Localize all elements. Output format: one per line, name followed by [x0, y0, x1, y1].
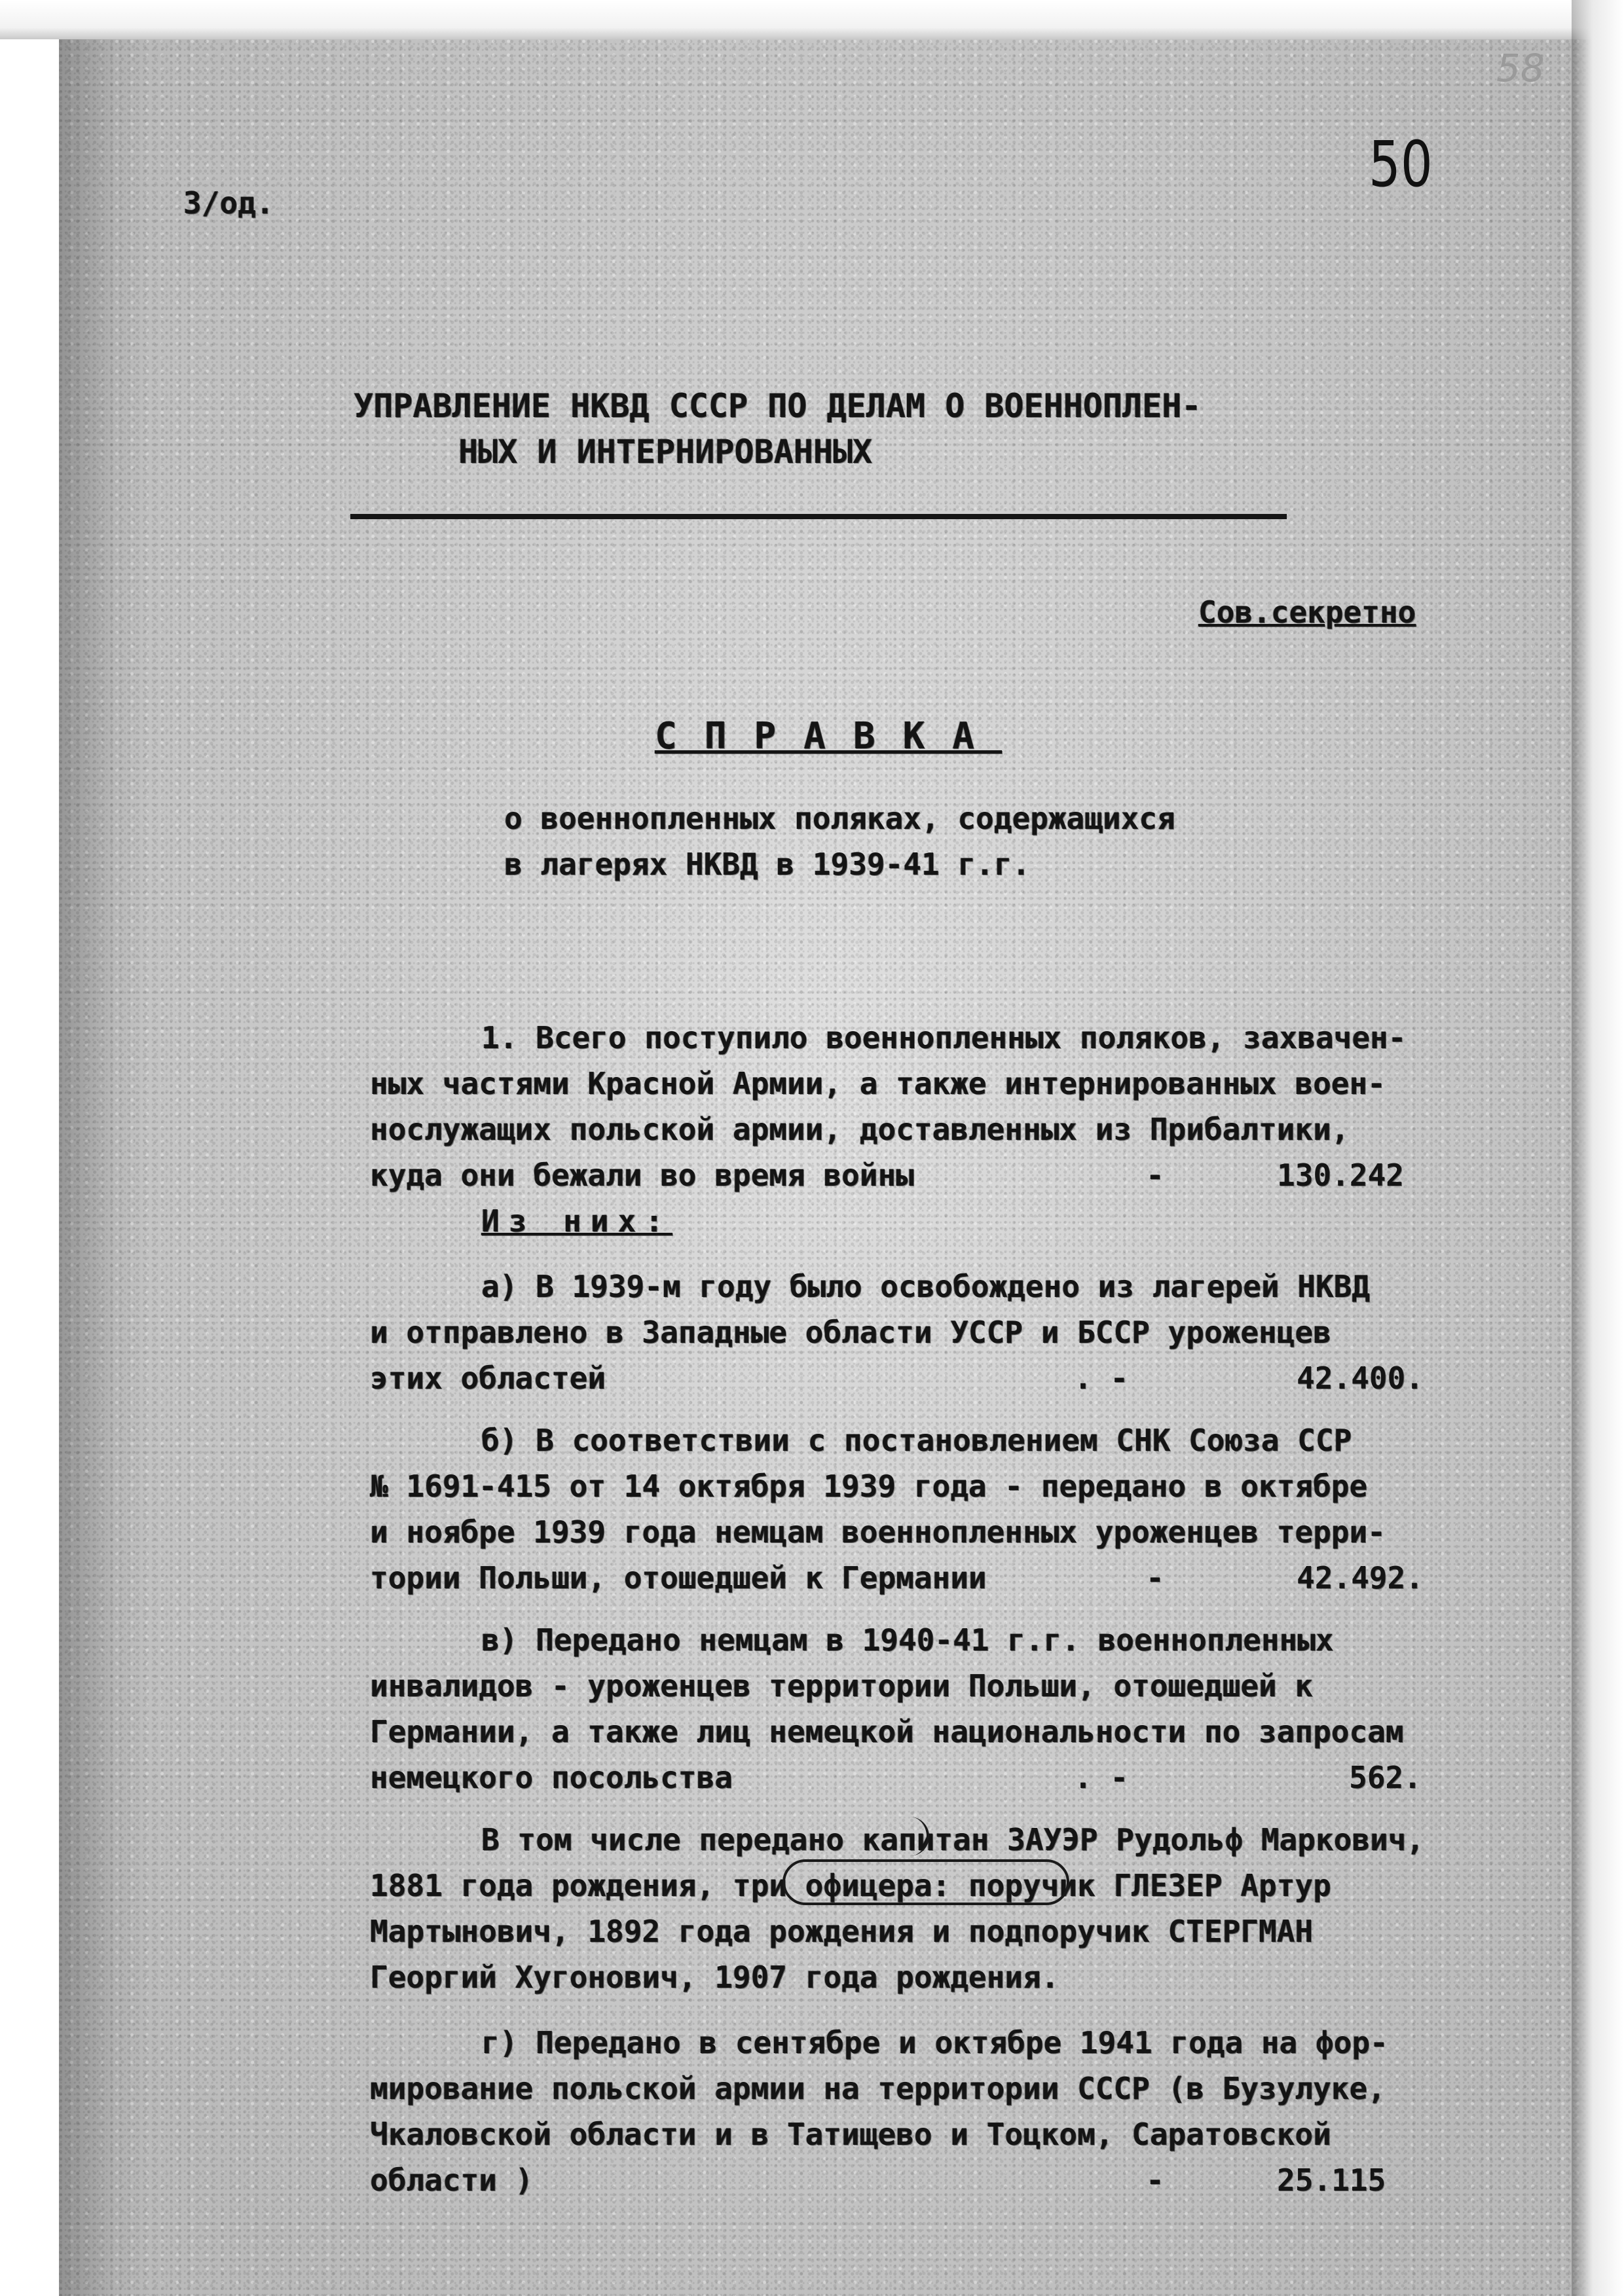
item-a-dash: . -	[1074, 1360, 1129, 1396]
item-v-dash: . -	[1074, 1760, 1129, 1795]
total-received-value: 130.242	[1277, 1157, 1404, 1193]
reference-code: 3/од.	[183, 185, 274, 221]
item-g-line: области )	[370, 2162, 534, 2198]
item-g-line: Чкаловской области и в Татищево и Тоцком, Саратовской	[370, 2117, 1331, 2152]
handwritten-oval-mark	[783, 1859, 1069, 1905]
item-a-line: а) В 1939-м году было освобождено из лагерей НКВД	[481, 1269, 1371, 1304]
item-a-value: 42.400.	[1297, 1360, 1424, 1396]
item-g-dash: -	[1146, 2162, 1164, 2198]
document-title: СПРАВКА	[655, 715, 1003, 757]
scan-right-edge	[1572, 0, 1624, 2296]
transfer-detail-line: Георгий Хугонович, 1907 года рождения.	[370, 1959, 1060, 1995]
document-subtitle-line-2: в лагерях НКВД в 1939-41 г.г.	[504, 847, 1031, 882]
item-a-line: этих областей	[370, 1360, 606, 1396]
paragraph-1-line: ных частями Красной Армии, а также интернированных воен-	[370, 1066, 1386, 1101]
header-rule	[350, 514, 1287, 519]
item-b-line: № 1691-415 от 14 октября 1939 года - передано в октябре	[370, 1468, 1368, 1504]
item-g-line: мирование польской армии на территории СССР (в Бузулуке,	[370, 2071, 1386, 2106]
agency-header-line-1: УПРАВЛЕНИЕ НКВД СССР ПО ДЕЛАМ О ВОЕННОПЛЕН-	[354, 387, 1202, 425]
item-b-value: 42.492.	[1297, 1560, 1424, 1595]
item-b-line: тории Польши, отошедшей к Германии	[370, 1560, 987, 1595]
document-subtitle-line-1: о военнопленных поляках, содержащихся	[504, 801, 1175, 836]
transfer-detail-line: 1881 года рождения, три офицера: поручик ГЛЕЗЕР Артур	[370, 1868, 1331, 1903]
pencil-page-number: 58	[1496, 46, 1545, 90]
paragraph-1-line: 1. Всего поступило военнопленных поляков, захвачен-	[481, 1020, 1407, 1055]
paragraph-1-line: куда они бежали во время войны	[370, 1157, 914, 1193]
item-v-line: инвалидов - уроженцев территории Польши, отошедшей к	[370, 1668, 1314, 1704]
item-b-line: б) В соответствии с постановлением СНК Союза ССР	[481, 1423, 1352, 1458]
item-b-line: и ноябре 1939 года немцам военнопленных уроженцев терри-	[370, 1514, 1386, 1550]
item-g-value: 25.115	[1277, 2162, 1386, 2198]
scan-top-margin	[0, 0, 1624, 39]
item-v-line: в) Передано немцам в 1940-41 г.г. военнопленных	[481, 1622, 1334, 1658]
item-v-line: немецкого посольства	[370, 1760, 733, 1795]
item-a-line: и отправлено в Западные области УССР и БССР уроженцев	[370, 1315, 1331, 1350]
classification-stamp: Сов.секретно	[1198, 594, 1416, 630]
paragraph-1-dash: -	[1146, 1157, 1164, 1193]
archive-page-number: 50	[1369, 128, 1433, 201]
of-them-heading: Из них:	[481, 1203, 673, 1239]
transfer-detail-line: В том числе передано капитан ЗАУЭР Рудольф Маркович,	[481, 1822, 1425, 1857]
item-g-line: г) Передано в сентябре и октябре 1941 года на фор-	[481, 2025, 1388, 2060]
item-b-dash: -	[1146, 1560, 1164, 1595]
scan-left-shadow	[59, 39, 151, 2296]
transfer-detail-line: Мартынович, 1892 года рождения и подпоручик СТЕРГМАН	[370, 1914, 1314, 1949]
item-v-value: 562.	[1349, 1760, 1422, 1795]
agency-header-line-2: НЫХ И ИНТЕРНИРОВАННЫХ	[458, 433, 873, 471]
item-v-line: Германии, а также лиц немецкой национальности по запросам	[370, 1714, 1404, 1749]
paragraph-1-line: нослужащих польской армии, доставленных из Прибалтики,	[370, 1112, 1350, 1147]
